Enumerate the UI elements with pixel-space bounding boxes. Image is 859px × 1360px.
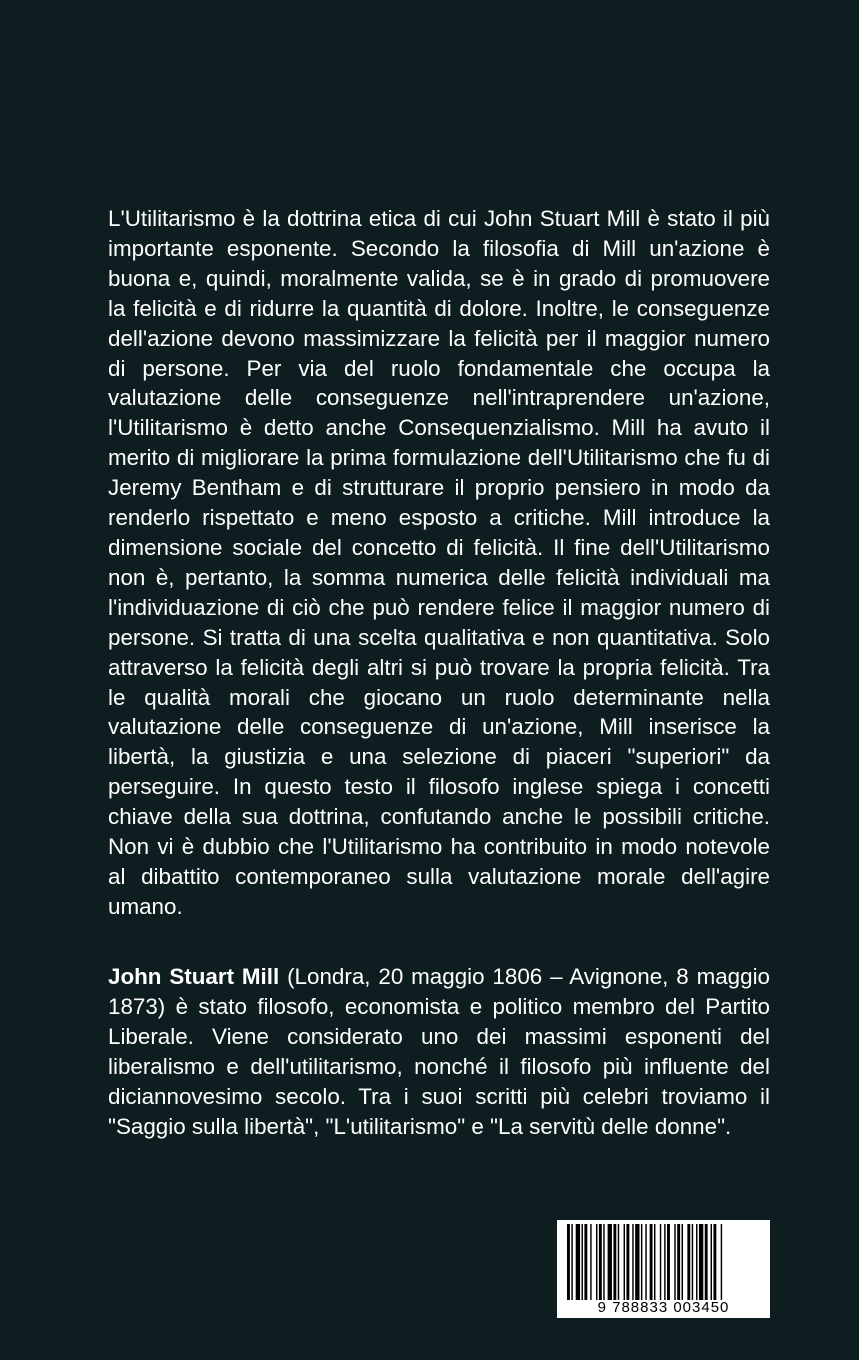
isbn-number: 9 788833 003450 [597, 1299, 730, 1316]
author-bio [108, 962, 770, 1141]
isbn-barcode [557, 1220, 770, 1318]
book-blurb: L'Utilitarismo è la dottrina etica di cui John Stuart Mill è stato il più importante esponente. Secondo la filosofia di Mill un'azione è buona e, quindi, moralmente valida, se è in grado di promuovere la felicità e di ridurre la quantità di dolore. Inoltre, le conseguenze dell'azione devono massimizzare la felicità per il maggior numero di persone. Per via del ruolo fondamentale che occupa la valutazione delle conseguenze nell'intraprendere un'azione, l'Utilitarismo è detto anche Consequenzialismo. Mill ha avuto il merito di migliorare la prima formulazione dell'Utilitarismo che fu di Jeremy Bentham e di strutturare il proprio pensiero in modo da renderlo rispettato e meno esposto a critiche. Mill introduce la dimensione sociale del concetto di felicità. Il fine dell'Utilitarismo non è, pertanto, la somma numerica delle felicità individuali ma l'individuazione di ciò che può rendere felice il maggior numero di persone. Si tratta di una scelta qualitativa e non quantitativa. Solo attraverso la felicità degli altri si può trovare la propria felicità. Tra le qualità morali che giocano un ruolo determinante nella valutazione delle conseguenze di un'azione, Mill inserisce la libertà, la giustizia e una selezione di piaceri "superiori" da perseguire. In questo testo il filosofo inglese spiega i concetti chiave della sua dottrina, confutando anche le possibili critiche. Non vi è dubbio che l'Utilitarismo ha contribuito in modo notevole al dibattito contemporaneo sulla valutazione morale dell'agire umano. [108, 206, 770, 919]
author-name: John Stuart Mill [108, 964, 280, 989]
author-bio-text: (Londra, 20 maggio 1806 – Avignone, 8 maggio 1873) è stato filosofo, economista e politico membro del Partito Liberale. Viene considerato uno dei massimi esponenti del liberalismo e dell'utilitarismo, nonché il filosofo più influente del diciannovesimo secolo. Tra i suoi scritti più celebri troviamo il "Saggio sulla libertà", "L'utilitarismo" e "La servitù delle donne". [108, 964, 771, 1139]
